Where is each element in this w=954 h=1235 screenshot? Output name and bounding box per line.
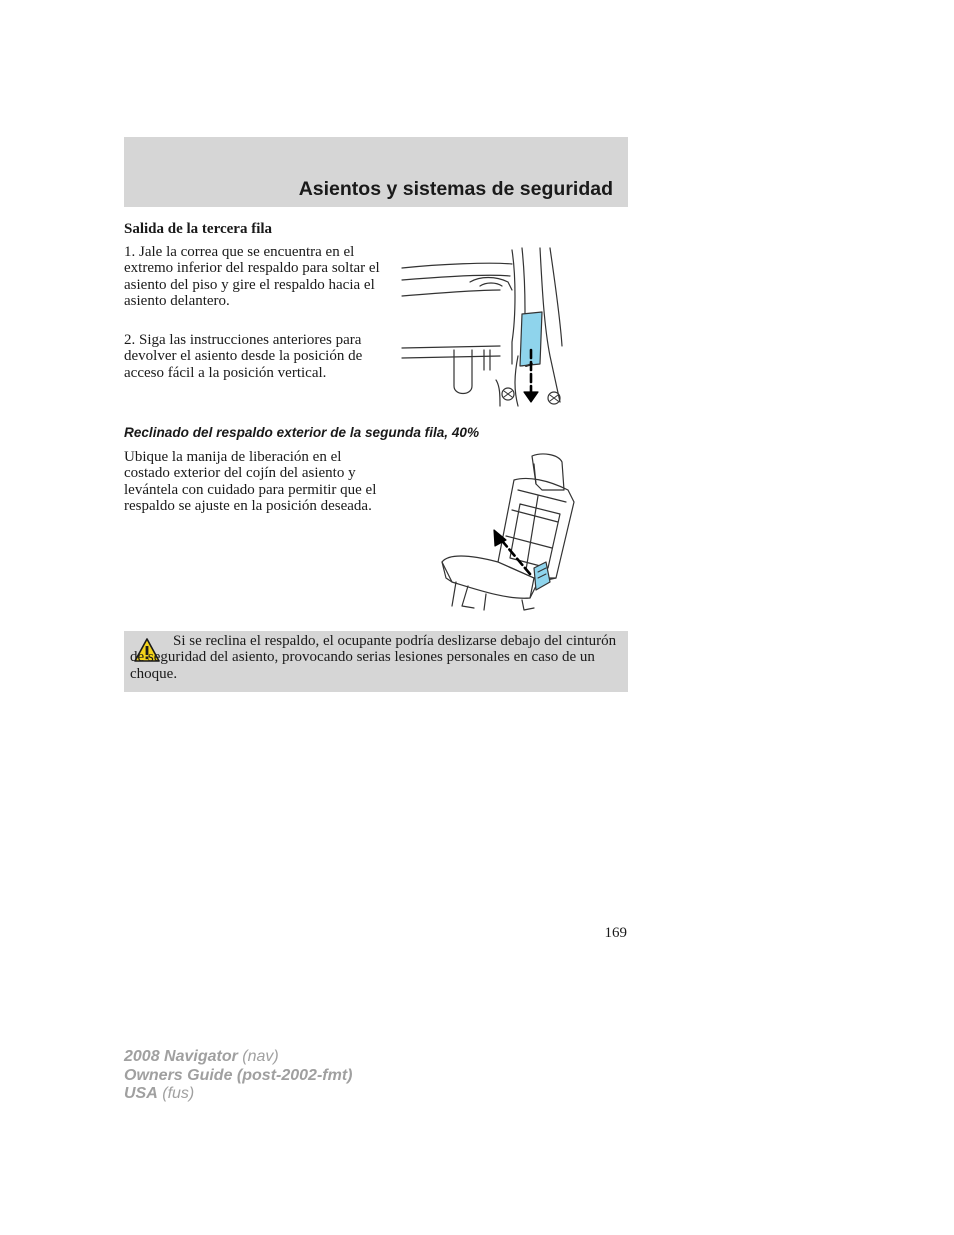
section-heading-third-row-exit: Salida de la tercera fila — [124, 221, 273, 237]
footer-guide: Owners Guide (post-2002-fmt) — [124, 1066, 353, 1084]
recline-instructions — [124, 449, 382, 521]
header-band — [124, 137, 628, 207]
footer-market-code: (fus) — [162, 1085, 195, 1102]
page-title: Asientos y sistemas de seguridad — [298, 178, 613, 200]
warning-box — [124, 631, 628, 692]
section-heading-second-row-recline: Reclinado del respaldo exterior de la segunda fila, 40% — [124, 425, 480, 440]
page-number: 169 — [604, 925, 627, 941]
footer-line-2 — [124, 1067, 352, 1086]
instruction-step-2 — [124, 332, 382, 387]
warning-text: Si se reclina el respaldo, el ocupante podría deslizarse debajo del cinturón de seguridad del asiento, provocando serias lesiones personales en caso de un choque. — [130, 633, 617, 682]
step-2-text: 2. Siga las instrucciones anteriores para devolver el asiento desde la posición de acceso fácil a la posición vertical. — [124, 332, 363, 381]
footer-market: USA — [124, 1085, 158, 1102]
footer-model-code: (nav) — [242, 1048, 279, 1065]
recline-text: Ubique la manija de liberación en el costado exterior del cojín del asiento y levántela con cuidado para permitir que el respaldo se ajuste en la posición deseada. — [124, 449, 377, 515]
second-row-recline-illustration — [438, 450, 576, 612]
instruction-step-1 — [124, 244, 382, 316]
warning-text-block — [130, 633, 622, 682]
footer-line-3 — [124, 1085, 352, 1104]
footer-model: 2008 Navigator — [124, 1048, 238, 1065]
step-1-text: 1. Jale la correa que se encuentra en el extremo inferior del respaldo para soltar el asiento del piso y gire el respaldo hacia el asiento delantero. — [124, 244, 380, 310]
third-row-seat-strap-illustration — [400, 246, 572, 408]
footer-line-1 — [124, 1048, 352, 1067]
document-footer — [124, 1048, 352, 1104]
